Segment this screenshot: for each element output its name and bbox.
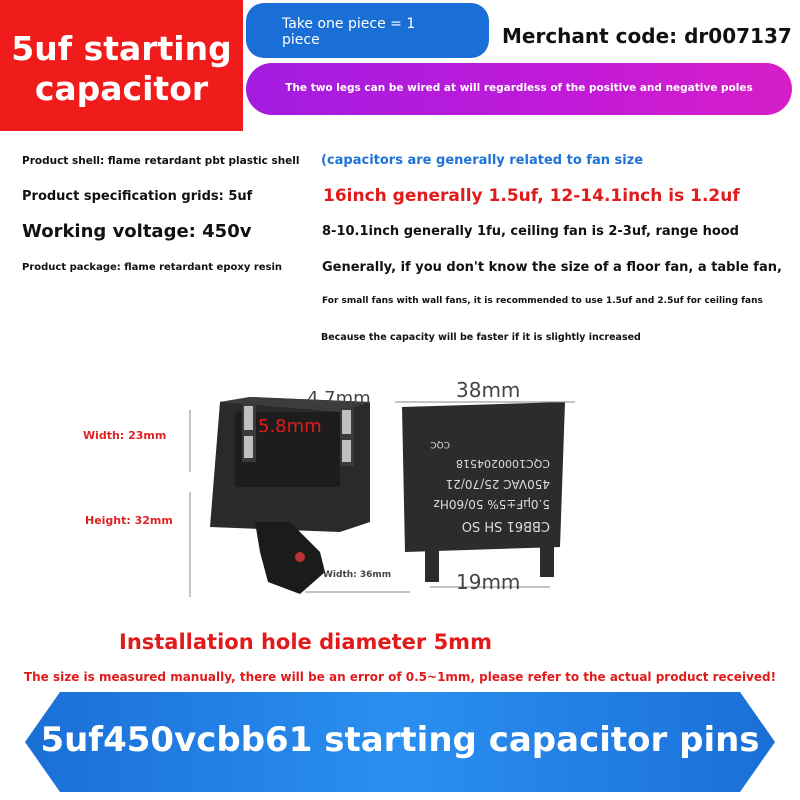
dim-pin-distance: 19mm <box>456 570 521 594</box>
banner-title: 5uf450vcbb61 starting capacitor pins <box>40 720 760 760</box>
merchant-code: Merchant code: dr007137 <box>502 24 792 48</box>
label-rating: 450VAC 25/70/21 <box>445 477 550 491</box>
dim-width-bottom: Width: 36mm <box>323 570 392 580</box>
wiring-note: The two legs can be wired at will regardless of the positive and negative poles <box>285 82 753 94</box>
label-cert-badge: CQC <box>430 439 450 449</box>
measurement-disclaimer: The size is measured manually, there will be an error of 0.5~1mm, please refer to the actual product received! <box>23 670 777 684</box>
wiring-note-badge <box>246 63 792 115</box>
label-capacitance: 5.0μF±5% 50/60Hz <box>433 497 550 511</box>
title-block <box>0 0 243 131</box>
dim-width-left: Width: 23mm <box>83 429 167 442</box>
capacitor-right-icon <box>402 402 565 582</box>
spec-grids: Product specification grids: 5uf <box>22 189 253 204</box>
label-cert: CQC1000204518 <box>455 457 550 470</box>
quantity-text: Take one piece = 1 piece <box>282 16 416 48</box>
title-line-2: capacitor <box>34 69 209 108</box>
label-model: CBB61 SH SO <box>461 518 550 533</box>
fan-note-2: 16inch generally 1.5uf, 12-14.1inch is 1.2uf <box>323 186 740 206</box>
fan-note-1: (capacitors are generally related to fan size <box>321 153 644 168</box>
fan-note-4: Generally, if you don't know the size of a floor fan, a table fan, <box>322 260 782 275</box>
installation-note: Installation hole diameter 5mm <box>119 630 492 654</box>
dim-height: Height: 32mm <box>85 514 173 527</box>
dim-pin-width: 5.8mm <box>258 416 322 437</box>
dim-body-length: 38mm <box>456 378 521 402</box>
quantity-badge <box>246 3 489 58</box>
title-line-1: 5uf starting <box>11 29 232 68</box>
spec-package: Product package: flame retardant epoxy resin <box>22 262 283 273</box>
dim-pin-spacing: 4.7mm <box>307 388 371 409</box>
spec-shell: Product shell: flame retardant pbt plastic shell <box>22 155 300 167</box>
fan-note-5: For small fans with wall fans, it is recommended to use 1.5uf and 2.5uf for ceiling fans <box>322 296 763 306</box>
spec-voltage: Working voltage: 450v <box>22 221 252 242</box>
fan-note-3: 8-10.1inch generally 1fu, ceiling fan is 2-3uf, range hood <box>322 224 739 239</box>
fan-note-6: Because the capacity will be faster if it is slightly increased <box>321 332 641 343</box>
